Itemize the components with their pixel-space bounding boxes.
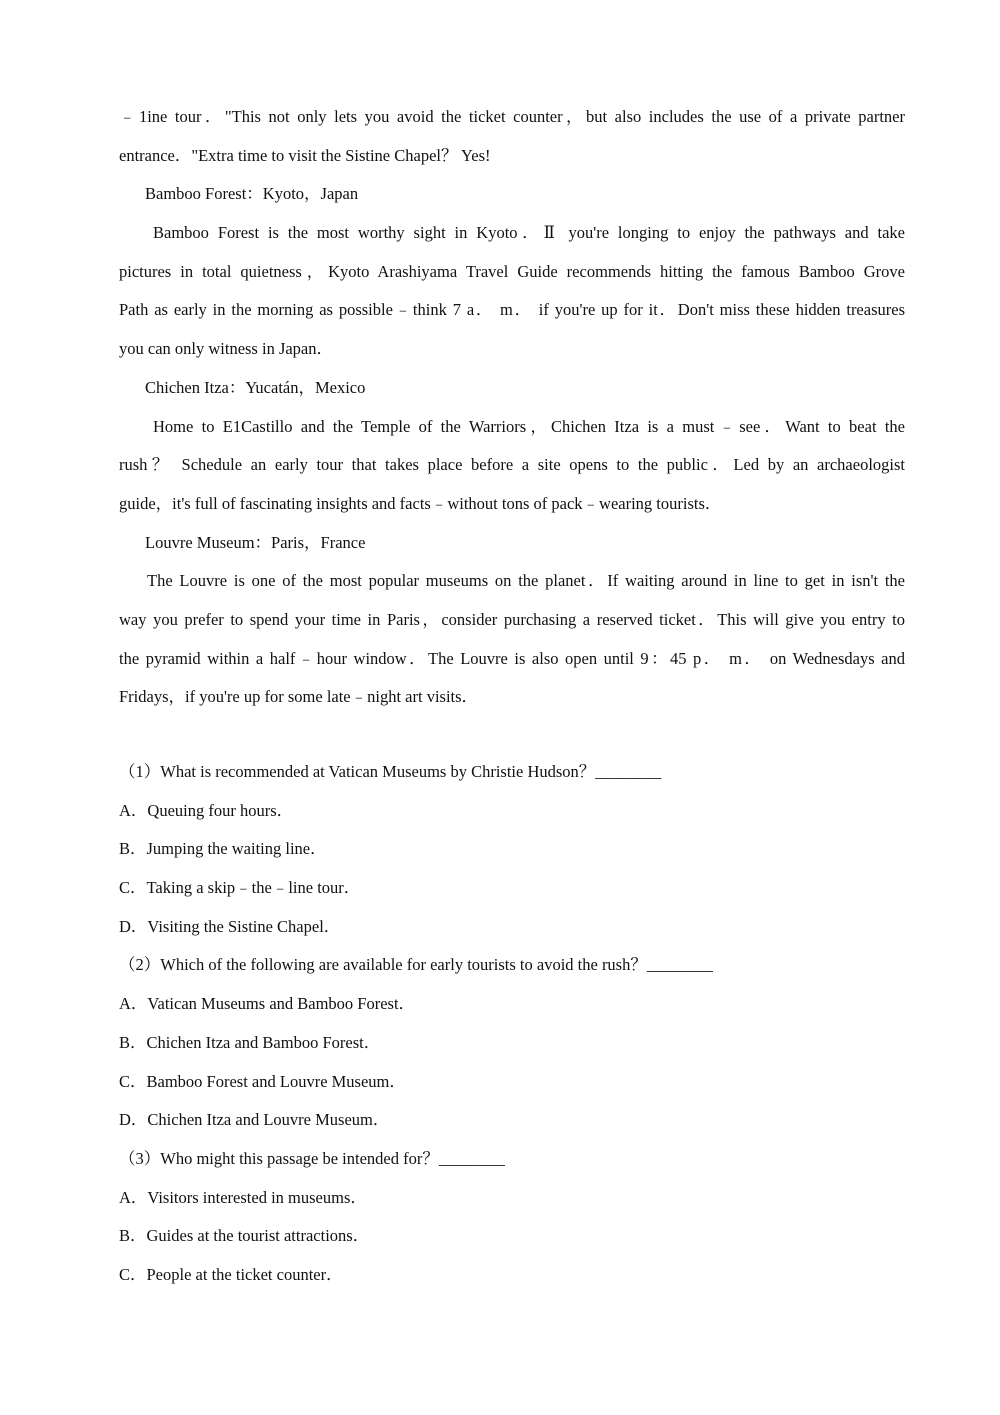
question-stem: （1）What is recommended at Vatican Museums by Christie Hudson？________ xyxy=(119,762,662,781)
answer-option: A．Vatican Museums and Bamboo Forest． xyxy=(119,994,416,1014)
question-2 xyxy=(119,946,905,1139)
answer-option: D．Chichen Itza and Louvre Museum． xyxy=(119,1110,390,1130)
passage-line: guide，it's full of fascinating insights and facts﹣without tons of pack﹣wearing tourists． xyxy=(119,493,722,513)
answer-option: D．Visiting the Sistine Chapel． xyxy=(119,916,341,936)
answer-option: A．Visitors interested in museums． xyxy=(119,1187,367,1207)
passage-line: entrance．"Extra time to visit the Sistine Chapel？ Yes! xyxy=(119,145,491,165)
passage-line: the pyramid within a half﹣hour window．The Louvre is also open until 9：45 p． m． on Wednesdays and xyxy=(119,648,905,668)
section-heading-louvre: Louvre Museum：Paris，France xyxy=(145,532,366,552)
passage xyxy=(119,98,905,717)
answer-option: A．Queuing four hours． xyxy=(119,800,294,820)
passage-line: Home to E1Castillo and the Temple of the Warriors，Chichen Itza is a must﹣see．Want to beat the xyxy=(153,416,905,436)
passage-line: Fridays，if you're up for some late﹣night art visits． xyxy=(119,687,479,707)
passage-line: Bamboo Forest is the most worthy sight in Kyoto．Ⅱ you're longing to enjoy the pathways and take xyxy=(153,223,905,243)
answer-option: C．Taking a skip﹣the﹣line tour． xyxy=(119,878,361,898)
passage-line: way you prefer to spend your time in Paris，consider purchasing a reserved ticket．This will give you entry to xyxy=(119,609,905,629)
question-3 xyxy=(119,1140,905,1295)
passage-line: The Louvre is one of the most popular museums on the planet．If waiting around in line to get in isn't the xyxy=(147,571,905,591)
passage-line: pictures in total quietness，Kyoto Arashiyama Travel Guide recommends hitting the famous Bamboo Grove xyxy=(119,261,905,281)
answer-option: B．Chichen Itza and Bamboo Forest． xyxy=(119,1032,381,1052)
document-page xyxy=(119,98,905,1295)
passage-line: ﹣1ine tour．"This not only lets you avoid the ticket counter，but also includes the use of a private partner xyxy=(119,107,905,126)
answer-option: B．Jumping the waiting line． xyxy=(119,839,327,859)
answer-option: B．Guides at the tourist attractions． xyxy=(119,1226,370,1246)
answer-option: C．People at the ticket counter． xyxy=(119,1264,343,1284)
section-heading-chichen: Chichen Itza：Yucatán，Mexico xyxy=(145,377,366,397)
passage-line: Path as early in the morning as possible﹣think 7 a． m． if you're up for it．Don't miss these hidden treasures xyxy=(119,300,905,320)
section-heading-bamboo: Bamboo Forest：Kyoto，Japan xyxy=(145,184,359,204)
question-stem: （2）Which of the following are available for early tourists to avoid the rush？________ xyxy=(119,955,713,975)
passage-line: you can only witness in Japan． xyxy=(119,339,334,359)
section-gap xyxy=(119,717,905,753)
question-1 xyxy=(119,753,905,946)
question-stem: （3）Who might this passage be intended for？________ xyxy=(119,1148,505,1168)
answer-option: C．Bamboo Forest and Louvre Museum． xyxy=(119,1071,406,1091)
passage-line: rush？ Schedule an early tour that takes place before a site opens to the public．Led by an archaeologist xyxy=(119,455,905,475)
